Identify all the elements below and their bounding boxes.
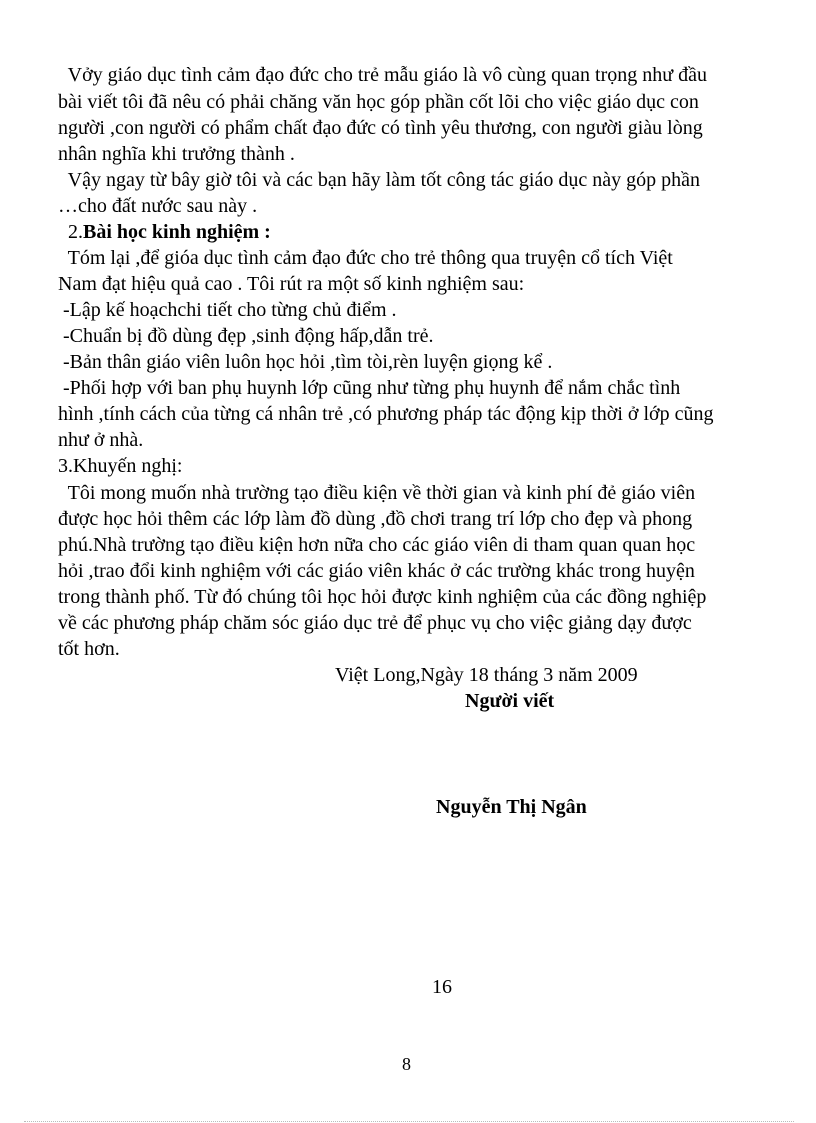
list-item-3: -Bản thân giáo viên luôn học hỏi ,tìm tòi,rèn luyện giọng kể . (58, 351, 553, 373)
list-item-4-cont-2: như ở nhà. (58, 429, 144, 451)
p1-line-4: nhân nghĩa khi trưởng thành . (58, 143, 295, 165)
p2-line-2: …cho đất nước sau này . (58, 195, 258, 217)
p4-line-6: về các phương pháp chăm sóc giáo dục trẻ để phục vụ cho việc giảng dạy được (58, 612, 692, 634)
p4-line-5: trong thành phố. Từ đó chúng tôi học hỏi được kinh nghiệm của các đồng nghiệp (58, 586, 707, 608)
p4-line-7: tốt hơn. (58, 638, 120, 660)
p4-line-1: Tôi mong muốn nhà trường tạo điều kiện về thời gian và kinh phí đẻ giáo viên (58, 482, 696, 504)
list-item-1: -Lập kế hoạchchi tiết cho từng chủ điểm . (58, 299, 397, 321)
list-item-2: -Chuẩn bị đồ dùng đẹp ,sinh động hấp,dẫn trẻ. (58, 325, 434, 347)
heading-2-number: 2. (58, 221, 83, 243)
p4-line-4: hỏi ,trao đổi kinh nghiệm với các giáo viên khác ở các trường khác trong huyện (58, 560, 695, 582)
p4-line-2: được học hỏi thêm các lớp làm đồ dùng ,đồ chơi trang trí lớp cho đẹp và phong (58, 508, 693, 530)
p1-line-3: người ,con người có phẩm chất đạo đức có tình yêu thương, con người giàu lòng (58, 117, 703, 139)
p4-line-3: phú.Nhà trường tạo điều kiện hơn nữa cho các giáo viên di tham quan quan học (58, 534, 696, 556)
list-item-4-cont-1: hình ,tính cách của từng cá nhân trẻ ,có phương pháp tác động kịp thời ở lớp cũng (58, 403, 714, 425)
p3-line-2: Nam đạt hiệu quả cao . Tôi rút ra một số kinh nghiệm sau: (58, 273, 525, 295)
p2-line-1: Vậy ngay từ bây giờ tôi và các bạn hãy làm tốt công tác giáo dục này góp phần (58, 169, 700, 191)
list-item-4: -Phối hợp với ban phụ huynh lớp cũng như từng phụ huynh để nắm chắc tình (58, 377, 681, 399)
p3-line-1: Tóm lại ,để gióa dục tình cảm đạo đức cho trẻ thông qua truyện cổ tích Việt (58, 247, 673, 269)
place-date: Việt Long,Ngày 18 tháng 3 năm 2009 (335, 664, 638, 686)
writer-name: Nguyễn Thị Ngân (436, 796, 587, 818)
footer-page-number: 8 (402, 1054, 411, 1074)
section-heading-3: 3.Khuyến nghị: (58, 455, 183, 477)
p1-line-1: Vởy giáo dục tình cảm đạo đức cho trẻ mẫu giáo là vô cùng quan trọng như đầu (58, 64, 707, 86)
writer-label: Người viết (465, 690, 555, 712)
p1-line-2: bài viết tôi đã nêu có phải chăng văn học góp phần cốt lõi cho việc giáo dục con (58, 91, 699, 113)
inner-page-number: 16 (432, 976, 452, 998)
page-bottom-divider (24, 1121, 794, 1122)
section-heading-2 (58, 219, 271, 245)
heading-2-title: Bài học kinh nghiệm : (83, 221, 271, 243)
